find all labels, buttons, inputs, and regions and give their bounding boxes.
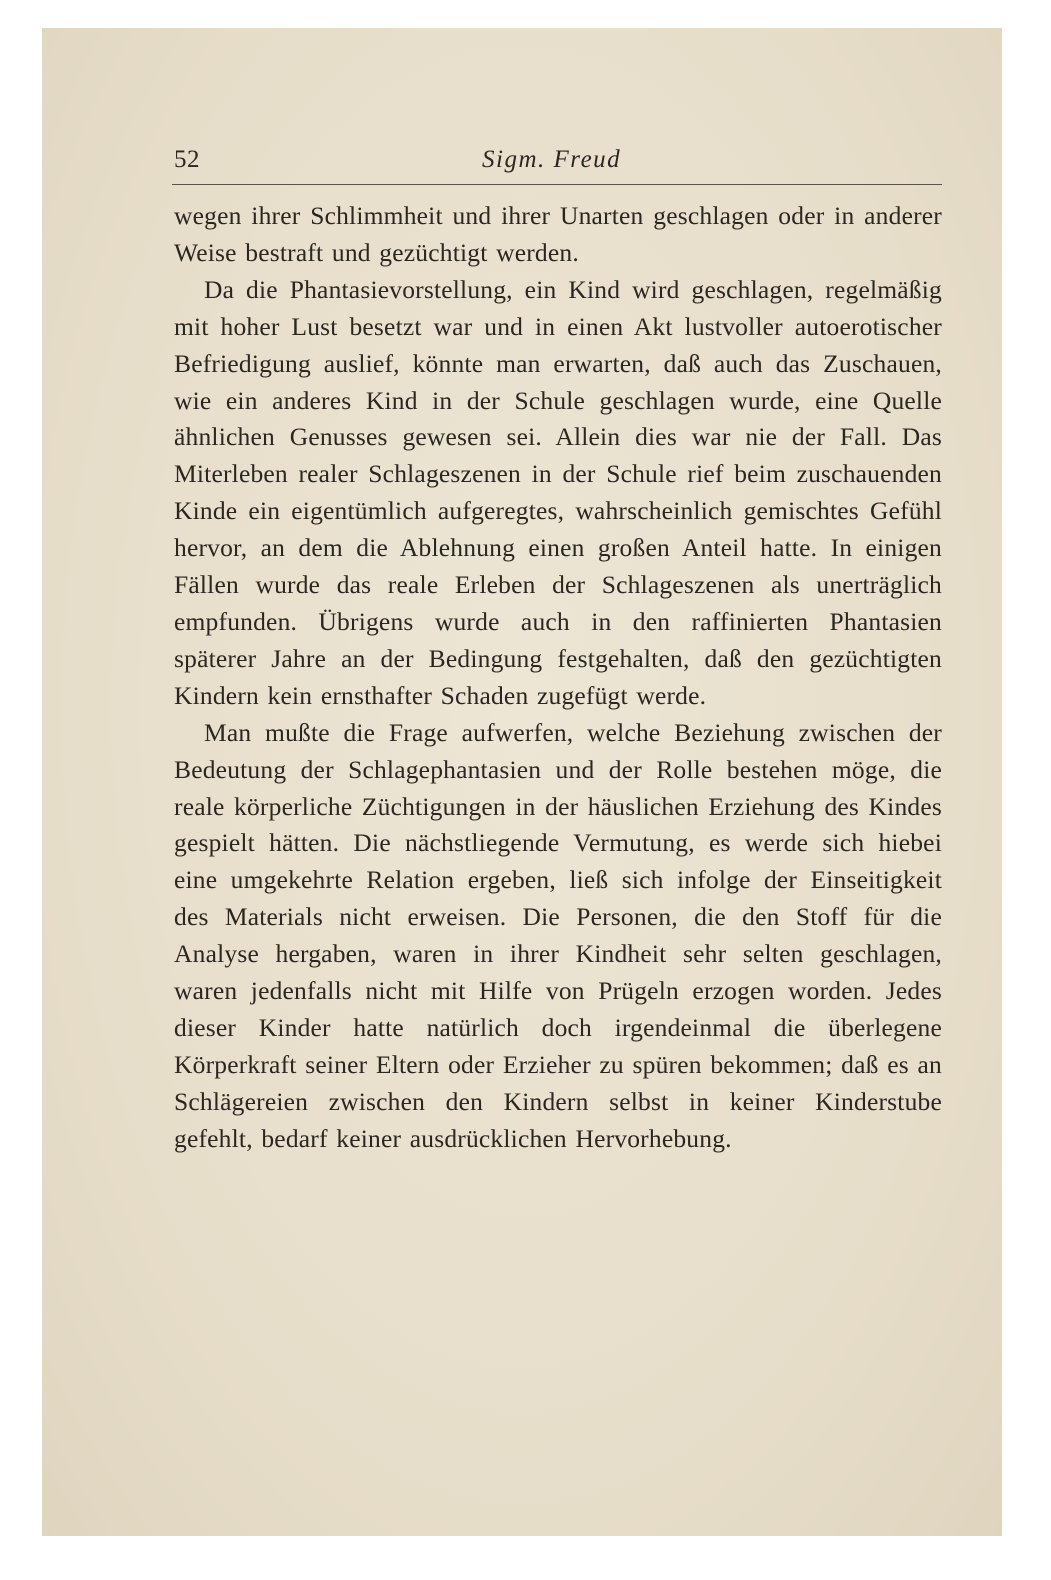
- paragraph: Da die Phantasievorstellung, ein Kind wird geschlagen, regelmäßig mit hoher Lust besetzt war und in einen Akt lustvoller autoerotischer Befriedigung auslief, könnte man erwarten, daß auch das Zuschauen, wie ein anderes Kind in der Schule geschlagen wurde, eine Quelle ähnlichen Genusses gewesen sei. Allein dies war nie der Fall. Das Miterleben realer Schlageszenen in der Schule rief beim zuschauenden Kinde ein eigentümlich aufgeregtes, wahrscheinlich gemischtes Gefühl hervor, an dem die Ablehnung einen großen Anteil hatte. In einigen Fällen wurde das reale Erleben der Schlageszenen als unerträglich empfunden. Übrigens wurde auch in den raffinierten Phantasien späterer Jahre an der Bedingung festgehalten, daß den gezüchtigten Kindern kein ernsthafter Schaden zugefügt werde.: [174, 274, 942, 710]
- body-text: [174, 198, 942, 1158]
- page-header: [174, 146, 942, 182]
- paragraph-continued: wegen ihrer Schlimmheit und ihrer Unarten geschlagen oder in anderer Weise bestraft und gezüchtigt werden.: [174, 201, 942, 267]
- running-head: Sigm. Freud: [482, 146, 622, 173]
- paragraph: Man mußte die Frage aufwerfen, welche Beziehung zwischen der Bedeutung der Schlagephantasien und der Rolle bestehen möge, die reale körperliche Züchtigungen in der häuslichen Erziehung des Kindes gespielt hätten. Die nächstliegende Vermutung, es werde sich hiebei eine umgekehrte Relation ergeben, ließ sich infolge der Einseitigkeit des Materials nicht erweisen. Die Personen, die den Stoff für die Analyse hergaben, waren in ihrer Kindheit sehr selten geschlagen, waren jedenfalls nicht mit Hilfe von Prügeln erzogen worden. Jedes dieser Kinder hatte natürlich doch irgendeinmal die überlegene Körperkraft seiner Eltern oder Erzieher zu spüren bekommen; daß es an Schlägereien zwischen den Kindern selbst in keiner Kinderstube gefehlt, bedarf keiner ausdrücklichen Hervorhebung.: [174, 717, 942, 1153]
- page-number: 52: [174, 146, 200, 173]
- header-rule: [172, 184, 942, 185]
